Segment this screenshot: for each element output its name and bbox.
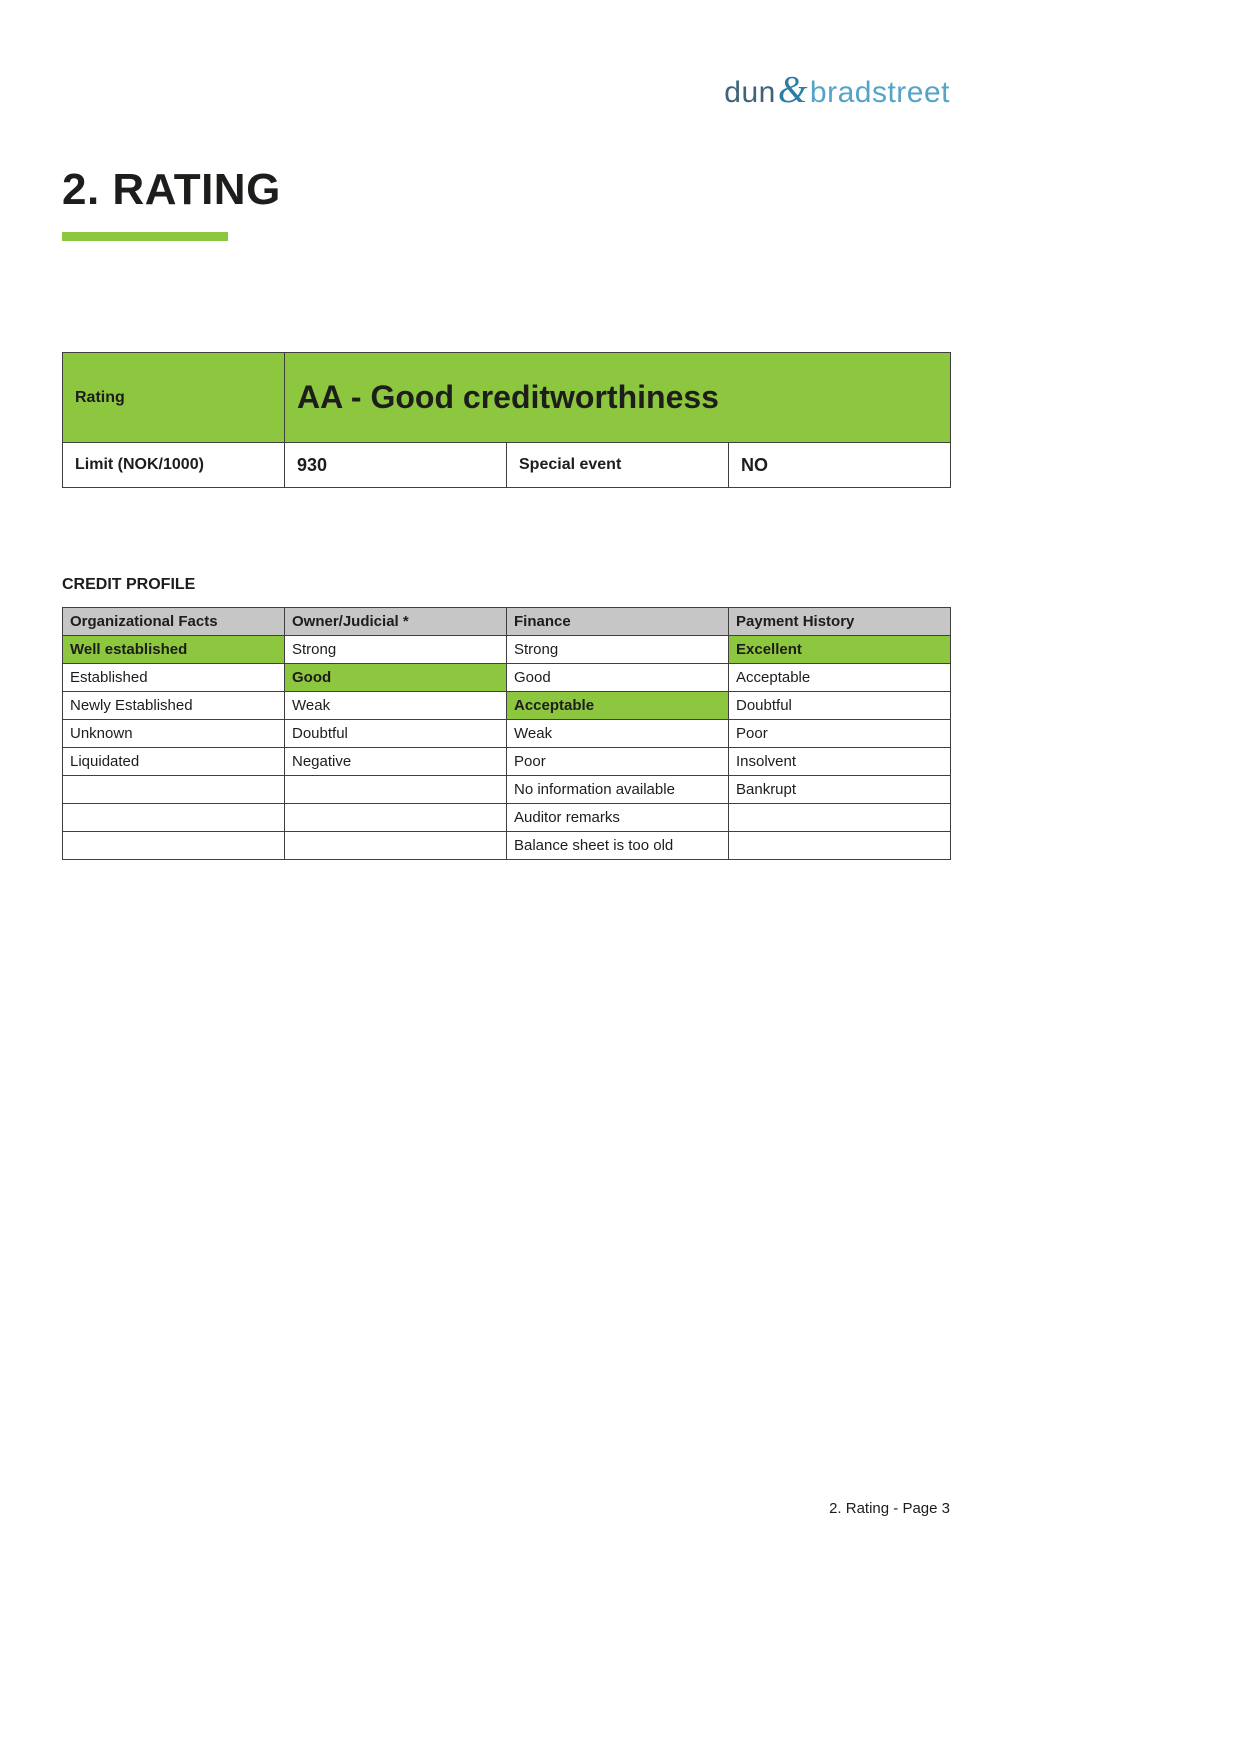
table-cell: Strong (285, 636, 507, 664)
table-cell: Balance sheet is too old (507, 832, 729, 860)
column-header-finance: Finance (507, 608, 729, 636)
credit-profile-header-row (63, 608, 951, 636)
table-cell: Auditor remarks (507, 804, 729, 832)
table-cell: Doubtful (285, 720, 507, 748)
table-cell-highlighted: Excellent (729, 636, 951, 664)
table-cell: Bankrupt (729, 776, 951, 804)
table-cell: Insolvent (729, 748, 951, 776)
credit-profile-table (62, 607, 951, 860)
page-title: 2. RATING (62, 165, 281, 214)
limit-label: Limit (NOK/1000) (63, 443, 285, 488)
table-cell: Liquidated (63, 748, 285, 776)
table-cell: Weak (507, 720, 729, 748)
table-cell: Established (63, 664, 285, 692)
table-cell: Doubtful (729, 692, 951, 720)
column-header-owner-judicial: Owner/Judicial * (285, 608, 507, 636)
table-cell (63, 804, 285, 832)
table-row (63, 832, 951, 860)
credit-profile-title: CREDIT PROFILE (62, 576, 196, 593)
table-cell-highlighted: Acceptable (507, 692, 729, 720)
table-cell (729, 804, 951, 832)
table-cell: Weak (285, 692, 507, 720)
table-cell: Newly Established (63, 692, 285, 720)
table-cell (285, 776, 507, 804)
table-cell: Good (507, 664, 729, 692)
column-header-payment-history: Payment History (729, 608, 951, 636)
rating-value: AA - Good creditworthiness (285, 353, 951, 443)
table-cell: Unknown (63, 720, 285, 748)
table-row (63, 692, 951, 720)
table-cell: Poor (507, 748, 729, 776)
table-cell: Acceptable (729, 664, 951, 692)
table-cell (63, 776, 285, 804)
table-cell-highlighted: Good (285, 664, 507, 692)
table-row (63, 776, 951, 804)
logo-text-bradstreet: bradstreet (809, 76, 950, 109)
limit-value: 930 (285, 443, 507, 488)
table-row (63, 664, 951, 692)
special-event-value: NO (729, 443, 951, 488)
rating-row (63, 353, 951, 443)
logo-text-dun: dun (724, 76, 776, 109)
table-cell (285, 832, 507, 860)
table-cell: Strong (507, 636, 729, 664)
table-cell: Negative (285, 748, 507, 776)
table-cell (729, 832, 951, 860)
table-cell (63, 832, 285, 860)
table-cell (285, 804, 507, 832)
table-cell-highlighted: Well established (63, 636, 285, 664)
rating-table (62, 352, 951, 488)
special-event-label: Special event (507, 443, 729, 488)
page-footer: 2. Rating - Page 3 (829, 1500, 950, 1517)
table-row (63, 804, 951, 832)
table-row (63, 636, 951, 664)
table-row (63, 720, 951, 748)
ampersand-icon: & (777, 69, 808, 111)
table-cell: No information available (507, 776, 729, 804)
column-header-organizational-facts: Organizational Facts (63, 608, 285, 636)
dnb-logo (724, 68, 950, 112)
limit-row (63, 443, 951, 488)
table-row (63, 748, 951, 776)
title-accent-bar (62, 232, 228, 241)
rating-label: Rating (63, 353, 285, 443)
table-cell: Poor (729, 720, 951, 748)
